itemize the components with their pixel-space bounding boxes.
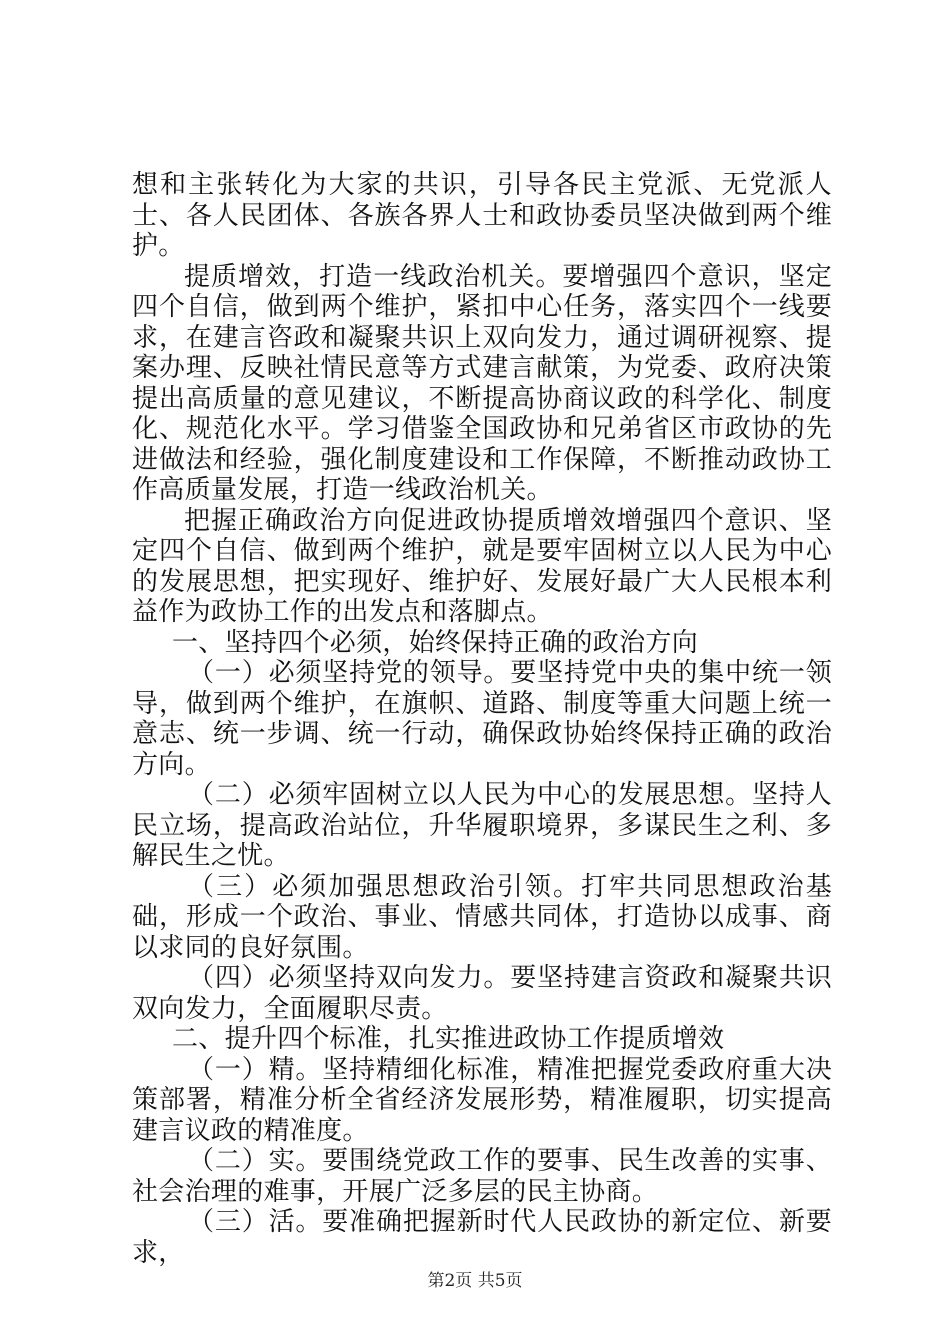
section-heading-two: 二、提升四个标准，扎实推进政协工作提质增效 (172, 1024, 725, 1054)
section-heading-one: 一、坚持四个必须，始终保持正确的政治方向 (172, 627, 699, 658)
paragraph-continuation: 想和主张转化为大家的共识，引导各民主党派、无党派人士、各人民团体、各族各界人士和政协委员坚决做到两个维护。 (132, 170, 832, 261)
paragraph-quality-efficiency: 提质增效，打造一线政治机关。要增强四个意识，坚定四个自信，做到两个维护，紧扣中心任务，落实四个一线要求，在建言咨政和凝聚共识上双向发力，通过调研视察、提案办理、反映社情民意等方式建言献策，为党委、政府决策提出高质量的意见建议，不断提高协商议政的科学化、制度化、规范化水平。学习借鉴全国政协和兄弟省区市政协的先进做法和经验，强化制度建设和工作保障，不断推动政协工作高质量发展，打造一线政治机关。 (132, 261, 832, 505)
item-flexible: （三）活。要准确把握新时代人民政协的新定位、新要求， (132, 1207, 832, 1268)
page-number-label: 第2页 共5页 (427, 1271, 523, 1291)
paragraph-political-direction: 把握正确政治方向促进政协提质增效增强四个意识、坚定四个自信、做到两个维护，就是要牢固树立以人民为中心的发展思想，把实现好、维护好、发展好最广大人民根本利益作为政协工作的出发点和落脚点。 (132, 505, 832, 627)
item-people-centered: （二）必须牢固树立以人民为中心的发展思想。坚持人民立场，提高政治站位，升华履职境界，多谋民生之利、多解民生之忧。 (132, 780, 832, 871)
item-two-way-effort: （四）必须坚持双向发力。要坚持建言资政和凝聚共识双向发力，全面履职尽责。 (132, 963, 832, 1024)
page-footer (0, 1266, 950, 1291)
document-body (132, 170, 832, 1268)
item-party-leadership: （一）必须坚持党的领导。要坚持党中央的集中统一领导，做到两个维护，在旗帜、道路、制度等重大问题上统一意志、统一步调、统一行动，确保政协始终保持正确的政治方向。 (132, 658, 832, 780)
item-ideological-guidance: （三）必须加强思想政治引领。打牢共同思想政治基础，形成一个政治、事业、情感共同体，打造协以成事、商以求同的良好氛围。 (132, 871, 832, 963)
item-precision: （一）精。坚持精细化标准，精准把握党委政府重大决策部署，精准分析全省经济发展形势，精准履职，切实提高建言议政的精准度。 (132, 1054, 832, 1146)
item-practical: （二）实。要围绕党政工作的要事、民生改善的实事、社会治理的难事，开展广泛多层的民主协商。 (132, 1146, 832, 1207)
